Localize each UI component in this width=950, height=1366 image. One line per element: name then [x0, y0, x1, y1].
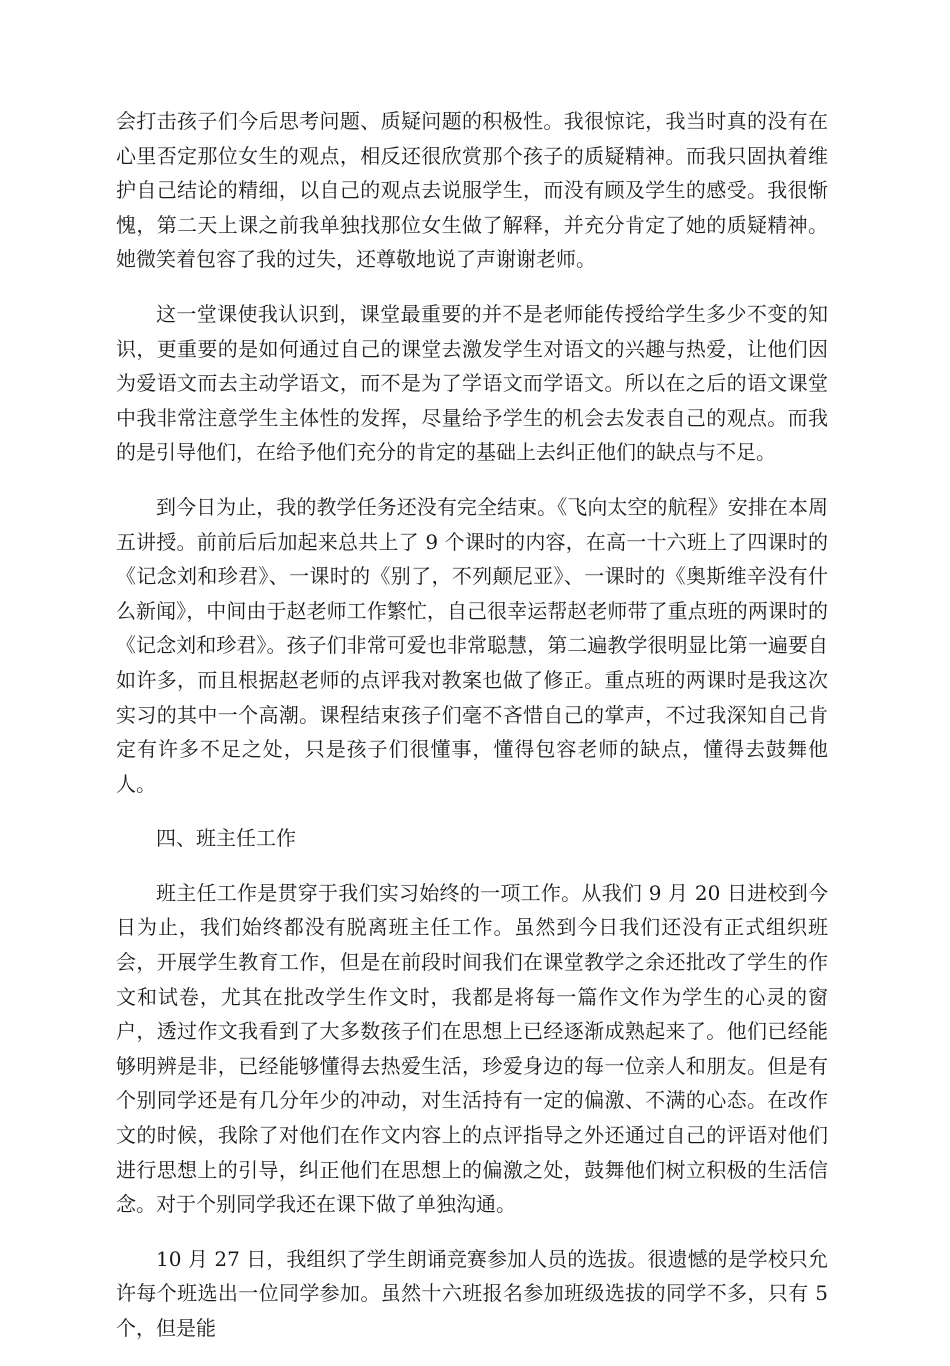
paragraph-homeroom-work: 班主任工作是贯穿于我们实习始终的一项工作。从我们 9 月 20 日进校到今日为止，我们始终都没有脱离班主任工作。虽然到今日我们还没有正式组织班会，开展学生教育工作，但是在前段时间我们在课堂教学之余还批改了学生的作文和试卷，尤其在批改学生作文时，我都是将每一篇作文作为学生的心灵的窗户，透过作文我看到了大多数孩子们在思想上已经逐渐成熟起来了。他们已经能够明辨是非，已经能够懂得去热爱生活，珍爱身边的每一位亲人和朋友。但是有个别同学还是有几分年少的冲动，对生活持有一定的偏激、不满的心态。在改作文的时候，我除了对他们在作文内容上的点评指导之外还通过自己的评语对他们进行思想上的引导，纠正他们在思想上的偏激之处，鼓舞他们树立积极的生活信念。对于个别同学我还在课下做了单独沟通。 [116, 880, 828, 1217]
document-body [116, 104, 828, 1366]
paragraph-teaching-progress: 到今日为止，我的教学任务还没有完全结束。《飞向太空的航程》安排在本周五讲授。前前后后加起来总共上了 9 个课时的内容，在高一十六班上了四课时的《记念刘和珍君》、一课时的《别了，不列颠尼亚》、一课时的《奥斯维辛没有什么新闻》，中间由于赵老师工作繁忙，自己很幸运帮赵老师带了重点班的两课时的《记念刘和珍君》。孩子们非常可爱也非常聪慧，第二遍教学很明显比第一遍要自如许多，而且根据赵老师的点评我对教案也做了修正。重点班的两课时是我这次实习的其中一个高潮。课程结束孩子们毫不吝惜自己的掌声，不过我深知自己肯定有许多不足之处，只是孩子们很懂事，懂得包容老师的缺点，懂得去鼓舞他人。 [116, 494, 828, 796]
paragraph-recitation-contest: 10 月 27 日，我组织了学生朗诵竞赛参加人员的选拔。很遗憾的是学校只允许每个班选出一位同学参加。虽然十六班报名参加班级选拔的同学不多，只有 5 个，但是能 [116, 1246, 828, 1340]
paragraph-classroom-reflection: 这一堂课使我认识到，课堂最重要的并不是老师能传授给学生多少不变的知识，更重要的是如何通过自己的课堂去激发学生对语文的兴趣与热爱，让他们因为爱语文而去主动学语文，而不是为了学语文而学语文。所以在之后的语文课堂中我非常注意学生主体性的发挥，尽量给予学生的机会去发表自己的观点。而我的是引导他们，在给予他们充分的肯定的基础上去纠正他们的缺点与不足。 [116, 301, 828, 465]
section-heading-homeroom-work: 四、班主任工作 [156, 826, 296, 851]
paragraph-continuation: 会打击孩子们今后思考问题、质疑问题的积极性。我很惊诧，我当时真的没有在心里否定那位女生的观点，相反还很欣赏那个孩子的质疑精神。而我只固执着维护自己结论的精细，以自己的观点去说服学生，而没有顾及学生的感受。我很惭愧，第二天上课之前我单独找那位女生做了解释，并充分肯定了她的质疑精神。她微笑着包容了我的过失，还尊敬地说了声谢谢老师。 [116, 109, 828, 272]
